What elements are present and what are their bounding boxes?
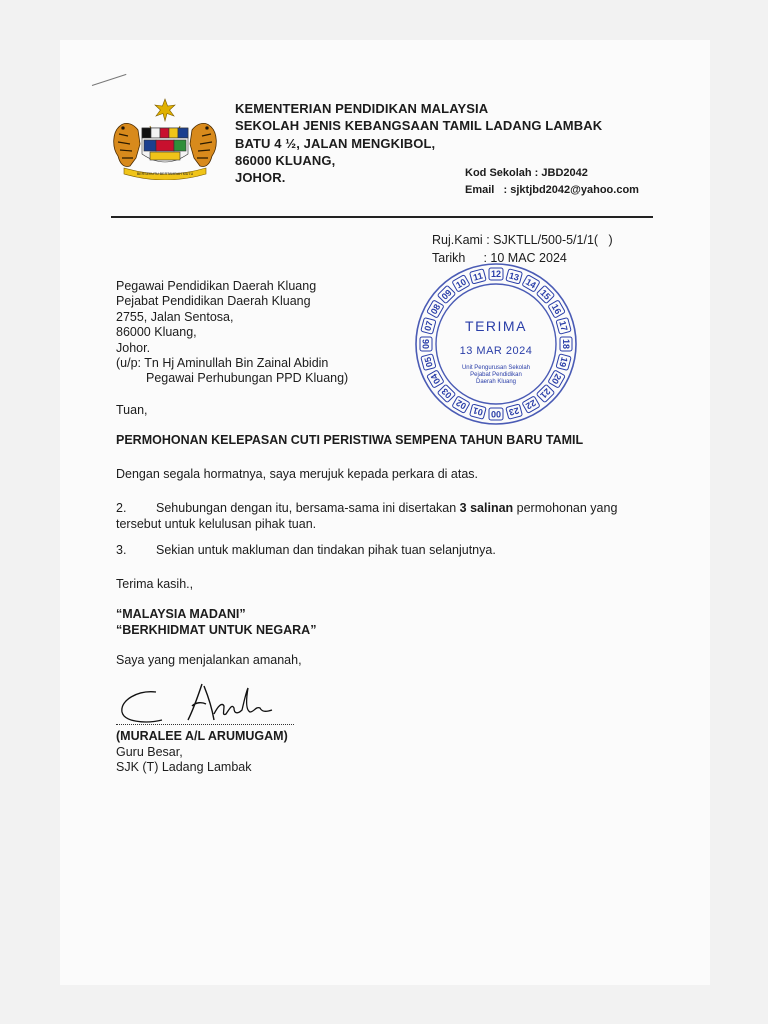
paragraph-2-text: Sehubungan dengan itu, bersama-sama ini disertakan [156, 501, 460, 515]
paragraph-1: Dengan segala hormatnya, saya merujuk kepada perkara di atas. [116, 467, 479, 481]
stamp-ring-number: 19 [557, 355, 570, 369]
org-line: BATU 4 ½, JALAN MENGKIBOL, [235, 135, 436, 151]
school-email: Email : sjktjbd2042@yahoo.com [465, 184, 639, 196]
stamp-ring-number: 00 [490, 408, 502, 419]
crest-motto: BERSEKUTU BERTAMBAH MUTU [136, 172, 194, 176]
paragraph-2-line-2: tersebut untuk kelulusan pihak tuan. [116, 517, 317, 531]
paragraph-number: 3. [116, 543, 127, 557]
address-line: Johor. [116, 340, 151, 355]
signatory-school: SJK (T) Ladang Lambak [116, 760, 252, 775]
ruj-value: : SJKTLL/500-5/1/1( ) [486, 233, 613, 247]
stamp-ring-number: 03 [439, 386, 454, 401]
stamp-ring-number: 01 [471, 405, 485, 418]
stamp-ring-number: 13 [507, 270, 521, 283]
address-line: Pegawai Perhubungan PPD Kluang) [146, 371, 349, 386]
stamp-ring-number: 10 [454, 276, 468, 291]
stamp-ring-number: 15 [538, 287, 553, 302]
stamp-ring-number: 08 [428, 302, 443, 316]
org-line: KEMENTERIAN PENDIDIKAN MALAYSIA [235, 101, 489, 116]
stamp-ring-number: 09 [439, 287, 454, 302]
crest-shield [142, 128, 188, 162]
address-line: Pegawai Pendidikan Daerah Kluang [116, 279, 317, 293]
signatory-block [116, 729, 288, 776]
stamp-ring-number: 12 [490, 269, 502, 280]
received-stamp [414, 262, 578, 426]
stamp-unit-line: Pejabat Pendidikan [470, 372, 522, 378]
stamp-ring-number: 04 [428, 372, 443, 386]
stamp-ring-number: 02 [454, 397, 468, 412]
paragraph-2-text-end: permohonan yang [513, 501, 618, 515]
stamp-ring-number: 17 [557, 319, 570, 333]
handwritten-signature [116, 680, 276, 726]
salutation: Tuan, [116, 403, 148, 417]
paragraph-2 [116, 500, 656, 532]
signatory-name: (MURALEE A/L ARUMUGAM) [116, 729, 288, 743]
left-tiger [114, 123, 140, 166]
recipient-address [116, 279, 348, 387]
stamp-ring-number: 22 [524, 397, 538, 412]
address-line: (u/p: Tn Hj Aminullah Bin Zainal Abidin [116, 356, 329, 371]
stamp-unit-line: Unit Pengurusan Sekolah [461, 365, 531, 371]
stamp-date: 13 MAR 2024 [459, 345, 533, 357]
stamp-unit-line: Daerah Kluang [475, 379, 517, 385]
org-line: JOHOR. [235, 170, 286, 186]
address-line: 86000 Kluang, [116, 325, 197, 340]
stamp-ring-number: 21 [538, 386, 553, 401]
stamp-ring-number: 06 [421, 338, 432, 350]
trust-line: Saya yang menjalankan amanah, [116, 653, 302, 667]
slogan-1: “MALAYSIA MADANI” [116, 607, 246, 621]
stamp-ring-number: 05 [422, 355, 435, 369]
stamp-ring-number: 14 [524, 276, 538, 291]
signatory-title: Guru Besar, [116, 744, 183, 759]
header-divider [111, 216, 653, 218]
tarikh-label: Tarikh [432, 251, 466, 265]
org-line: SEKOLAH JENIS KEBANGSAAN TAMIL LADANG LAMBAK [235, 118, 603, 134]
school-contact [465, 165, 639, 199]
stamp-ring-number: 16 [549, 302, 564, 316]
stamp-ring-number: 20 [549, 372, 564, 386]
stamp-title: TERIMA [465, 318, 527, 334]
ruj-label: Ruj.Kami [432, 233, 483, 247]
address-line: 2755, Jalan Sentosa, [116, 309, 234, 324]
school-code: Kod Sekolah : JBD2042 [465, 167, 588, 179]
closing: Terima kasih., [116, 577, 194, 591]
signature-line [116, 724, 294, 725]
address-line: Pejabat Pendidikan Daerah Kluang [116, 294, 311, 309]
org-line: 86000 KLUANG, [235, 152, 336, 168]
stamp-ring-number: 23 [507, 405, 521, 418]
tarikh-value: : 10 MAC 2024 [483, 251, 567, 265]
malaysia-coat-of-arms-icon [106, 96, 224, 180]
paragraph-3 [116, 542, 496, 558]
paragraph-2-emphasis: 3 salinan [459, 501, 514, 515]
paragraph-number: 2. [116, 501, 127, 515]
stamp-ring-number: 18 [560, 338, 571, 350]
slogan-2: “BERKHIDMAT UNTUK NEGARA” [116, 623, 317, 637]
right-tiger [190, 123, 216, 166]
stamp-ring-number: 11 [472, 270, 484, 283]
paragraph-3-text: Sekian untuk makluman dan tindakan pihak tuan selanjutnya. [156, 543, 496, 557]
stamp-ring-number: 07 [422, 319, 435, 333]
letter-subject: PERMOHONAN KELEPASAN CUTI PERISTIWA SEMPENA TAHUN BARU TAMIL [116, 433, 584, 447]
